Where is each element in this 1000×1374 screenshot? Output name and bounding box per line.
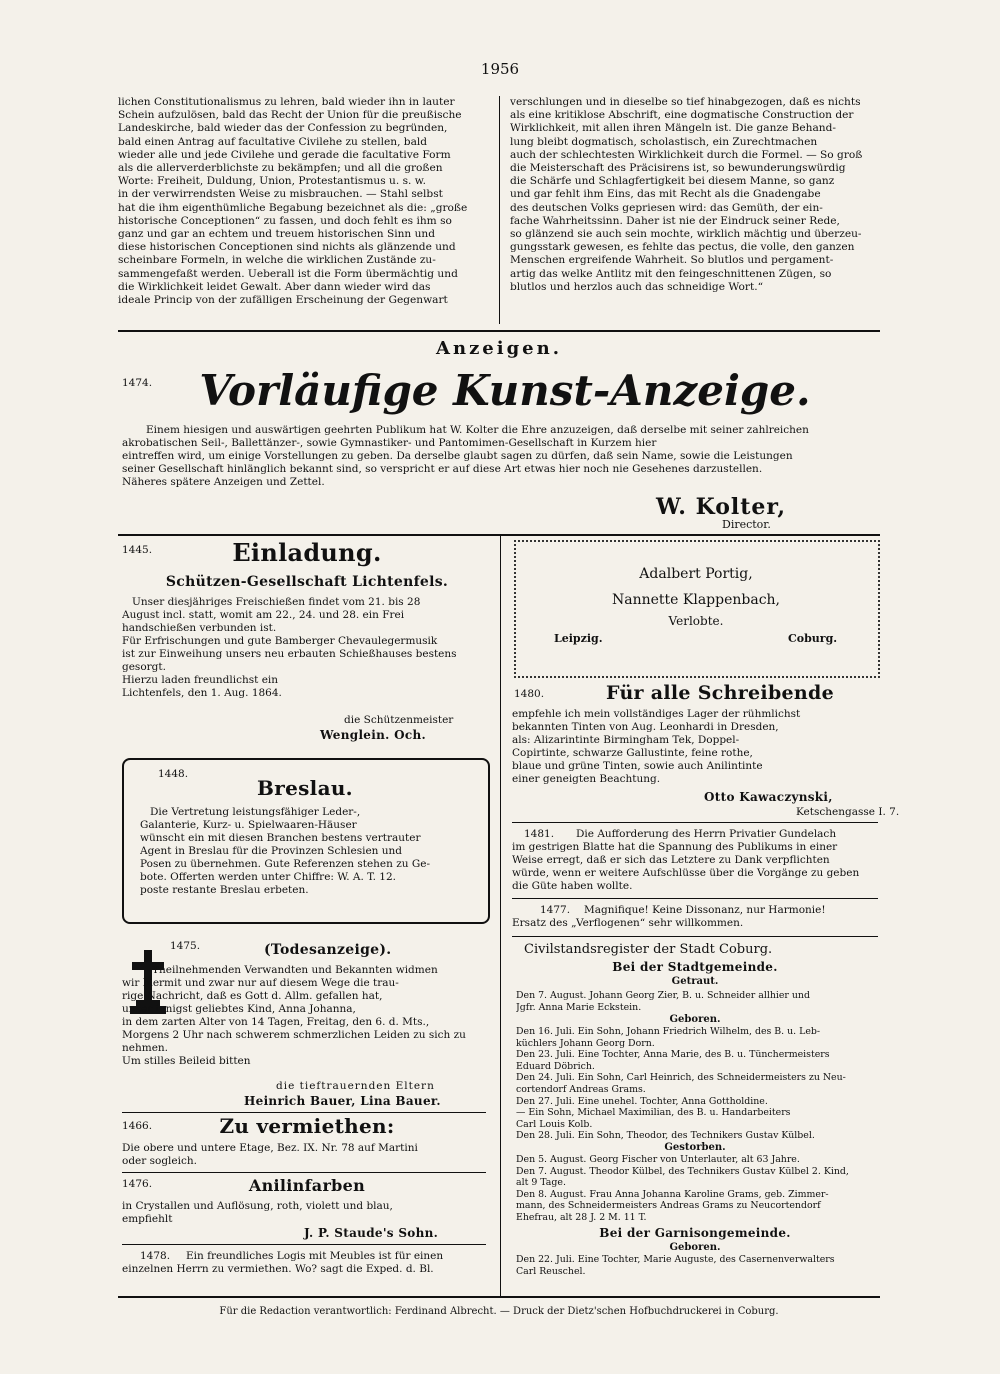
anzeigen-heading: Anzeigen. [436,338,562,359]
section-rule [118,330,880,332]
section-rule [118,534,880,536]
text-line: Galanterie, Kurz- u. Spielwaaren-Häuser [140,819,357,831]
text-line: Den 28. Juli. Ein Sohn, Theodor, des Technikers Gustav Külbel. [516,1130,815,1142]
ad-number: 1480. [514,688,545,700]
text-line: Für Erfrischungen und gute Bamberger Chevaulegermusik [122,635,438,647]
text-line: empfiehlt [122,1213,173,1225]
register-section: Bei der Garnisongemeinde. [599,1226,791,1240]
text-line: wünscht ein mit diesen Branchen bestens vertrauter [140,832,421,844]
ad-number: 1477. [540,904,571,916]
ad-body [140,806,470,897]
ad-number: 1445. [122,544,153,556]
ad-body [122,424,880,489]
ad-signature: Otto Kawaczynski, [704,790,833,804]
text-line: Den 24. Juli. Ein Sohn, Carl Heinrich, des Schneidermeisters zu Neu- [516,1072,846,1084]
engagement-frame [514,540,880,678]
text-line: Schein aufzulösen, bald das Recht der Union für die preußische [118,109,462,122]
engagement-status: Verlobte. [668,614,724,628]
ad-rule [122,1244,486,1245]
text-line: Landeskirche, bald wieder das der Confession zu begründen, [118,122,448,135]
text-line: und gar fehlt ihm Eins, das mit Recht als die Gnadengabe [510,188,821,201]
ad-body [122,1200,486,1226]
ad-rule [512,898,878,899]
ad-title: Für alle Schreibende [605,682,835,704]
engagement-name: Nannette Klappenbach, [611,592,781,608]
text-line: Den 22. Juli. Eine Tochter, Marie Auguste, des Casernenverwalters [516,1254,835,1265]
text-line: Jgfr. Anna Marie Eckstein. [516,1001,642,1013]
text-line: des deutschen Volks gepriesen wird: das Gemüth, der ein- [510,201,823,214]
text-line: Ein freundliches Logis mit Meubles ist für einen [186,1250,444,1262]
register-title: Civilstandsregister der Stadt Coburg. [524,942,773,957]
top-column-divider [499,96,500,324]
ad-body [122,1250,486,1276]
text-line: Den 7. August. Johann Georg Zier, B. u. Schneider allhier und [516,990,810,1001]
text-line: artig das welke Antlitz mit den feingeschnittenen Zügen, so [510,267,832,280]
ad-title: (Todesanzeige). [264,942,392,958]
text-line: bote. Offerten werden unter Chiffre: W. A. T. 12. [140,871,397,883]
ad-number: 1466. [122,1120,153,1132]
ad-body [122,964,486,1068]
ad-rule [512,936,878,937]
text-line: cortendorf Andreas Grams. [516,1083,646,1095]
text-line: Morgens 2 Uhr nach schwerem schmerzlichen Leiden zu sich zu [122,1029,466,1041]
ad-signers-label: die tieftrauernden Eltern [276,1080,435,1092]
text-line: als die allerverderblichste zu bekämpfen; und all die großen [118,162,443,175]
register-label: Geboren. [669,1014,721,1025]
text-line: nehmen. [122,1042,169,1054]
ad-address: Ketschengasse I. 7. [796,806,900,818]
text-line: Lichtenfels, den 1. Aug. 1864. [122,687,282,699]
text-line: verschlungen und in dieselbe so tief hinabgezogen, daß es nichts [510,96,861,108]
text-line: Den 5. August. Georg Fischer von Unterlauter, alt 63 Jahre. [516,1154,800,1165]
text-line: — Ein Sohn, Michael Maximilian, des B. u. Handarbeiters [516,1107,791,1119]
text-line: einer geneigten Beachtung. [512,773,661,785]
text-line: als eine kritiklose Abschrift, eine dogmatische Construction der [510,109,854,122]
text-line: Carl Reuschel. [516,1265,586,1277]
text-line: in dem zarten Alter von 14 Tagen, Freitag, den 6. d. Mts., [122,1016,430,1028]
register-label: Gestorben. [664,1142,726,1153]
text-line: Den 23. Juli. Eine Tochter, Anna Marie, des B. u. Tünchermeisters [516,1049,830,1061]
text-line: historische Conceptionen“ zu fassen, und doch fehlt es ihm so [118,214,452,227]
register-entries [516,1154,876,1224]
text-line: Hierzu laden freundlichst ein [122,674,279,686]
register-entries [516,990,876,1013]
article-left-column [118,96,488,307]
text-line: Ehefrau, alt 28 J. 2 M. 11 T. [516,1211,647,1223]
text-line: rige Nachricht, daß es Gott d. Allm. gefallen hat, [122,990,383,1002]
text-line: seiner Gesellschaft hinlänglich bekannt sind, so verspricht er auf diese Art etwas hier noch nie Gesehenes darzustellen. [122,463,763,475]
ad-signature: J. P. Staude's Sohn. [304,1226,439,1240]
ad-number: 1476. [122,1178,153,1190]
text-line: unser innigst geliebtes Kind, Anna Johanna, [122,1003,356,1015]
text-line: wieder alle und jede Civilehe und gerade die facultative Form [118,148,451,161]
text-line: diese historischen Conceptionen sind nichts als glänzende und [118,241,456,254]
text-line: Wirklichkeit, mit allen ihren Mängeln ist. Die ganze Behand- [510,122,836,135]
ad-body [512,828,878,893]
text-line: Weise erregt, daß er sich das Letztere zu Dank verpflichten [512,854,830,866]
ad-title: Vorläufige Kunst-Anzeige. [199,366,811,415]
page-number: 1956 [480,60,520,78]
ad-number: 1448. [158,768,189,780]
text-line: mann, des Schneidermeisters Andreas Grams zu Neucortendorf [516,1200,821,1212]
text-line: Die Aufforderung des Herrn Privatier Gundelach [576,828,837,840]
text-line: Agent in Breslau für die Provinzen Schlesien und [140,845,403,857]
ad-subtitle: Schützen-Gesellschaft Lichtenfels. [165,574,449,590]
text-line: Näheres spätere Anzeigen und Zettel. [122,476,325,488]
text-line: empfehle ich mein vollständiges Lager der rühmlichst [512,708,801,720]
ad-signers: Heinrich Bauer, Lina Bauer. [244,1094,441,1108]
article-right-column [510,96,880,294]
ad-role: Director. [722,518,771,531]
ad-title: Breslau. [257,776,353,800]
ad-signature: W. Kolter, [656,494,787,520]
ad-title: Einladung. [232,538,382,567]
ad-rule [122,1172,486,1173]
ad-rule [512,822,878,823]
text-line: Einem hiesigen und auswärtigen geehrten Publikum hat W. Kolter die Ehre anzuzeigen, daß derselbe mit seiner zahlreichen [146,424,809,436]
ad-title: Zu vermiethen: [219,1114,395,1138]
text-line: scheinbare Formeln, in welche die wirklichen Zustände zu- [118,254,436,267]
text-line: ideale Princip von der zufälligen Erscheinung der Gegenwart [118,294,448,307]
register-entries [516,1254,876,1277]
text-line: Den 7. August. Theodor Külbel, des Technikers Gustav Külbel 2. Kind, [516,1165,849,1177]
text-line: so glänzend sie auch sein mochte, wirklich mächtig und überzeu- [510,228,862,241]
register-section: Bei der Stadtgemeinde. [612,960,778,974]
text-line: alt 9 Tage. [516,1177,566,1189]
text-line: Ersatz des „Verflogenen“ sehr willkommen. [512,917,744,929]
text-line: blutlos und herzlos auch das schneidige Wort.“ [510,280,763,293]
text-line: Die obere und untere Etage, Bez. IX. Nr. 78 auf Martini [122,1142,418,1154]
text-line: eintreffen wird, um einige Vorstellungen zu geben. Da derselbe glaubt sagen zu dürfen, daß sein Name, sowie die Leistungen [122,450,793,462]
ad-title: Anilinfarben [248,1176,366,1195]
text-line: ist zur Einweihung unsers neu erbauten Schießhauses bestens [122,648,457,660]
text-line: lung bleibt dogmatisch, scholastisch, ein Zurechtmachen [510,135,818,148]
text-line: poste restante Breslau erbeten. [140,884,309,896]
text-line: Menschen ergreifende Wahrheit. So blutlos und pergament- [510,254,834,267]
text-line: bald einen Antrag auf facultative Civilehe zu stellen, bald [118,135,428,148]
text-line: akrobatischen Seil-, Ballettänzer-, sowie Gymnastiker- und Pantomimen-Gesellschaft in Kurzem hier [122,437,657,449]
register-label: Geboren. [669,1242,721,1253]
text-line: gungsstark gewesen, es fehlte das pectus, die volle, den ganzen [510,241,855,254]
text-line: Unser diesjähriges Freischießen findet vom 21. bis 28 [132,596,421,608]
text-line: in der verwirrendsten Weise zu misbrauchen. — Stahl selbst [118,188,443,201]
text-line: Eduard Döbrich. [516,1060,595,1072]
text-line: August incl. statt, womit am 22., 24. und 28. ein Frei [122,609,405,621]
ad-signers-label: die Schützenmeister [344,714,454,726]
text-line: einzelnen Herrn zu vermiethen. Wo? sagt die Exped. d. Bl. [122,1263,434,1275]
text-line: würde, wenn er weitere Aufschlüsse über die Vorgänge zu geben [512,867,860,879]
ad-number: 1481. [524,828,555,840]
ad-body [512,904,878,930]
register-entries [516,1026,876,1142]
text-line: Posen zu übernehmen. Gute Referenzen stehen zu Ge- [140,858,431,870]
text-line: Die Vertretung leistungsfähiger Leder-, [150,806,361,818]
text-line: die Schärfe und Schlagfertigkeit bei diesem Manne, so ganz [510,175,835,188]
text-line: oder sogleich. [122,1155,197,1167]
text-line: Copirtinte, schwarze Gallustinte, feine rothe, [512,747,753,759]
text-line: bekannten Tinten von Aug. Leonhardi in Dresden, [512,721,779,733]
text-line: handschießen verbunden ist. [122,622,277,634]
text-line: lichen Constitutionalismus zu lehren, bald wieder ihn in lauter [118,96,455,108]
ad-body [122,1142,486,1168]
text-line: auch der schlechtesten Wirklichkeit durch die Formel. — So groß [510,148,863,161]
text-line: im gestrigen Blatte hat die Spannung des Publikums in einer [512,841,838,853]
text-line: als: Alizarintinte Birmingham Tek, Doppel- [512,734,740,746]
text-line: wir hiermit und zwar nur auf diesem Wege die trau- [122,977,399,989]
engagement-place: Coburg. [788,632,838,645]
text-line: Theilnehmenden Verwandten und Bekannten widmen [152,964,438,976]
ad-body [512,708,878,786]
text-line: sammengefaßt werden. Ueberall ist die Form übermächtig und [118,267,458,280]
engagement-name: Adalbert Portig, [639,566,753,582]
ad-number: 1475. [170,940,201,952]
ad-number: 1478. [140,1250,171,1262]
text-line: die Güte haben wollte. [512,880,633,892]
ad-rule [122,1112,486,1113]
text-line: Worte: Freiheit, Duldung, Union, Protestantismus u. s. w. [118,175,426,188]
engagement-place: Leipzig. [554,632,603,645]
footer-imprint: Für die Redaction verantwortlich: Ferdinand Albrecht. — Druck der Dietz'schen Hofbuchdruckerei in Coburg. [219,1306,779,1317]
text-line: die Wirklichkeit leidet Gewalt. Aber dann wieder wird das [118,280,431,293]
text-line: hat die ihm eigenthümliche Begabung bezeichnet als die: „große [118,201,468,214]
text-line: Um stilles Beileid bitten [122,1055,251,1067]
text-line: küchlers Johann Georg Dorn. [516,1037,655,1049]
text-line: Den 16. Juli. Ein Sohn, Johann Friedrich Wilhelm, des B. u. Leb- [516,1026,821,1037]
footer-rule [118,1296,880,1298]
text-line: Magnifique! Keine Dissonanz, nur Harmonie! [584,904,826,916]
ad-signers: Wenglein. Och. [320,728,426,742]
register-label: Getraut. [671,976,719,987]
text-line: Den 8. August. Frau Anna Johanna Karoline Grams, geb. Zimmer- [516,1188,829,1200]
ads-column-divider [500,536,501,1296]
text-line: in Crystallen und Auflösung, roth, violett und blau, [122,1200,393,1212]
ad-body [122,596,482,700]
text-line: Carl Louis Kolb. [516,1118,593,1130]
text-line: ganz und gar an echtem und treuem historischen Sinn und [118,228,436,241]
text-line: Den 27. Juli. Eine unehel. Tochter, Anna Gottholdine. [516,1095,768,1107]
text-line: gesorgt. [122,661,166,673]
text-line: blaue und grüne Tinten, sowie auch Anilintinte [512,760,763,772]
text-line: fache Wahrheitssinn. Daher ist nie der Eindruck seiner Rede, [510,214,840,227]
text-line: die Meisterschaft des Präcisirens ist, so bewunderungswürdig [510,162,846,175]
ad-number: 1474. [122,377,153,389]
